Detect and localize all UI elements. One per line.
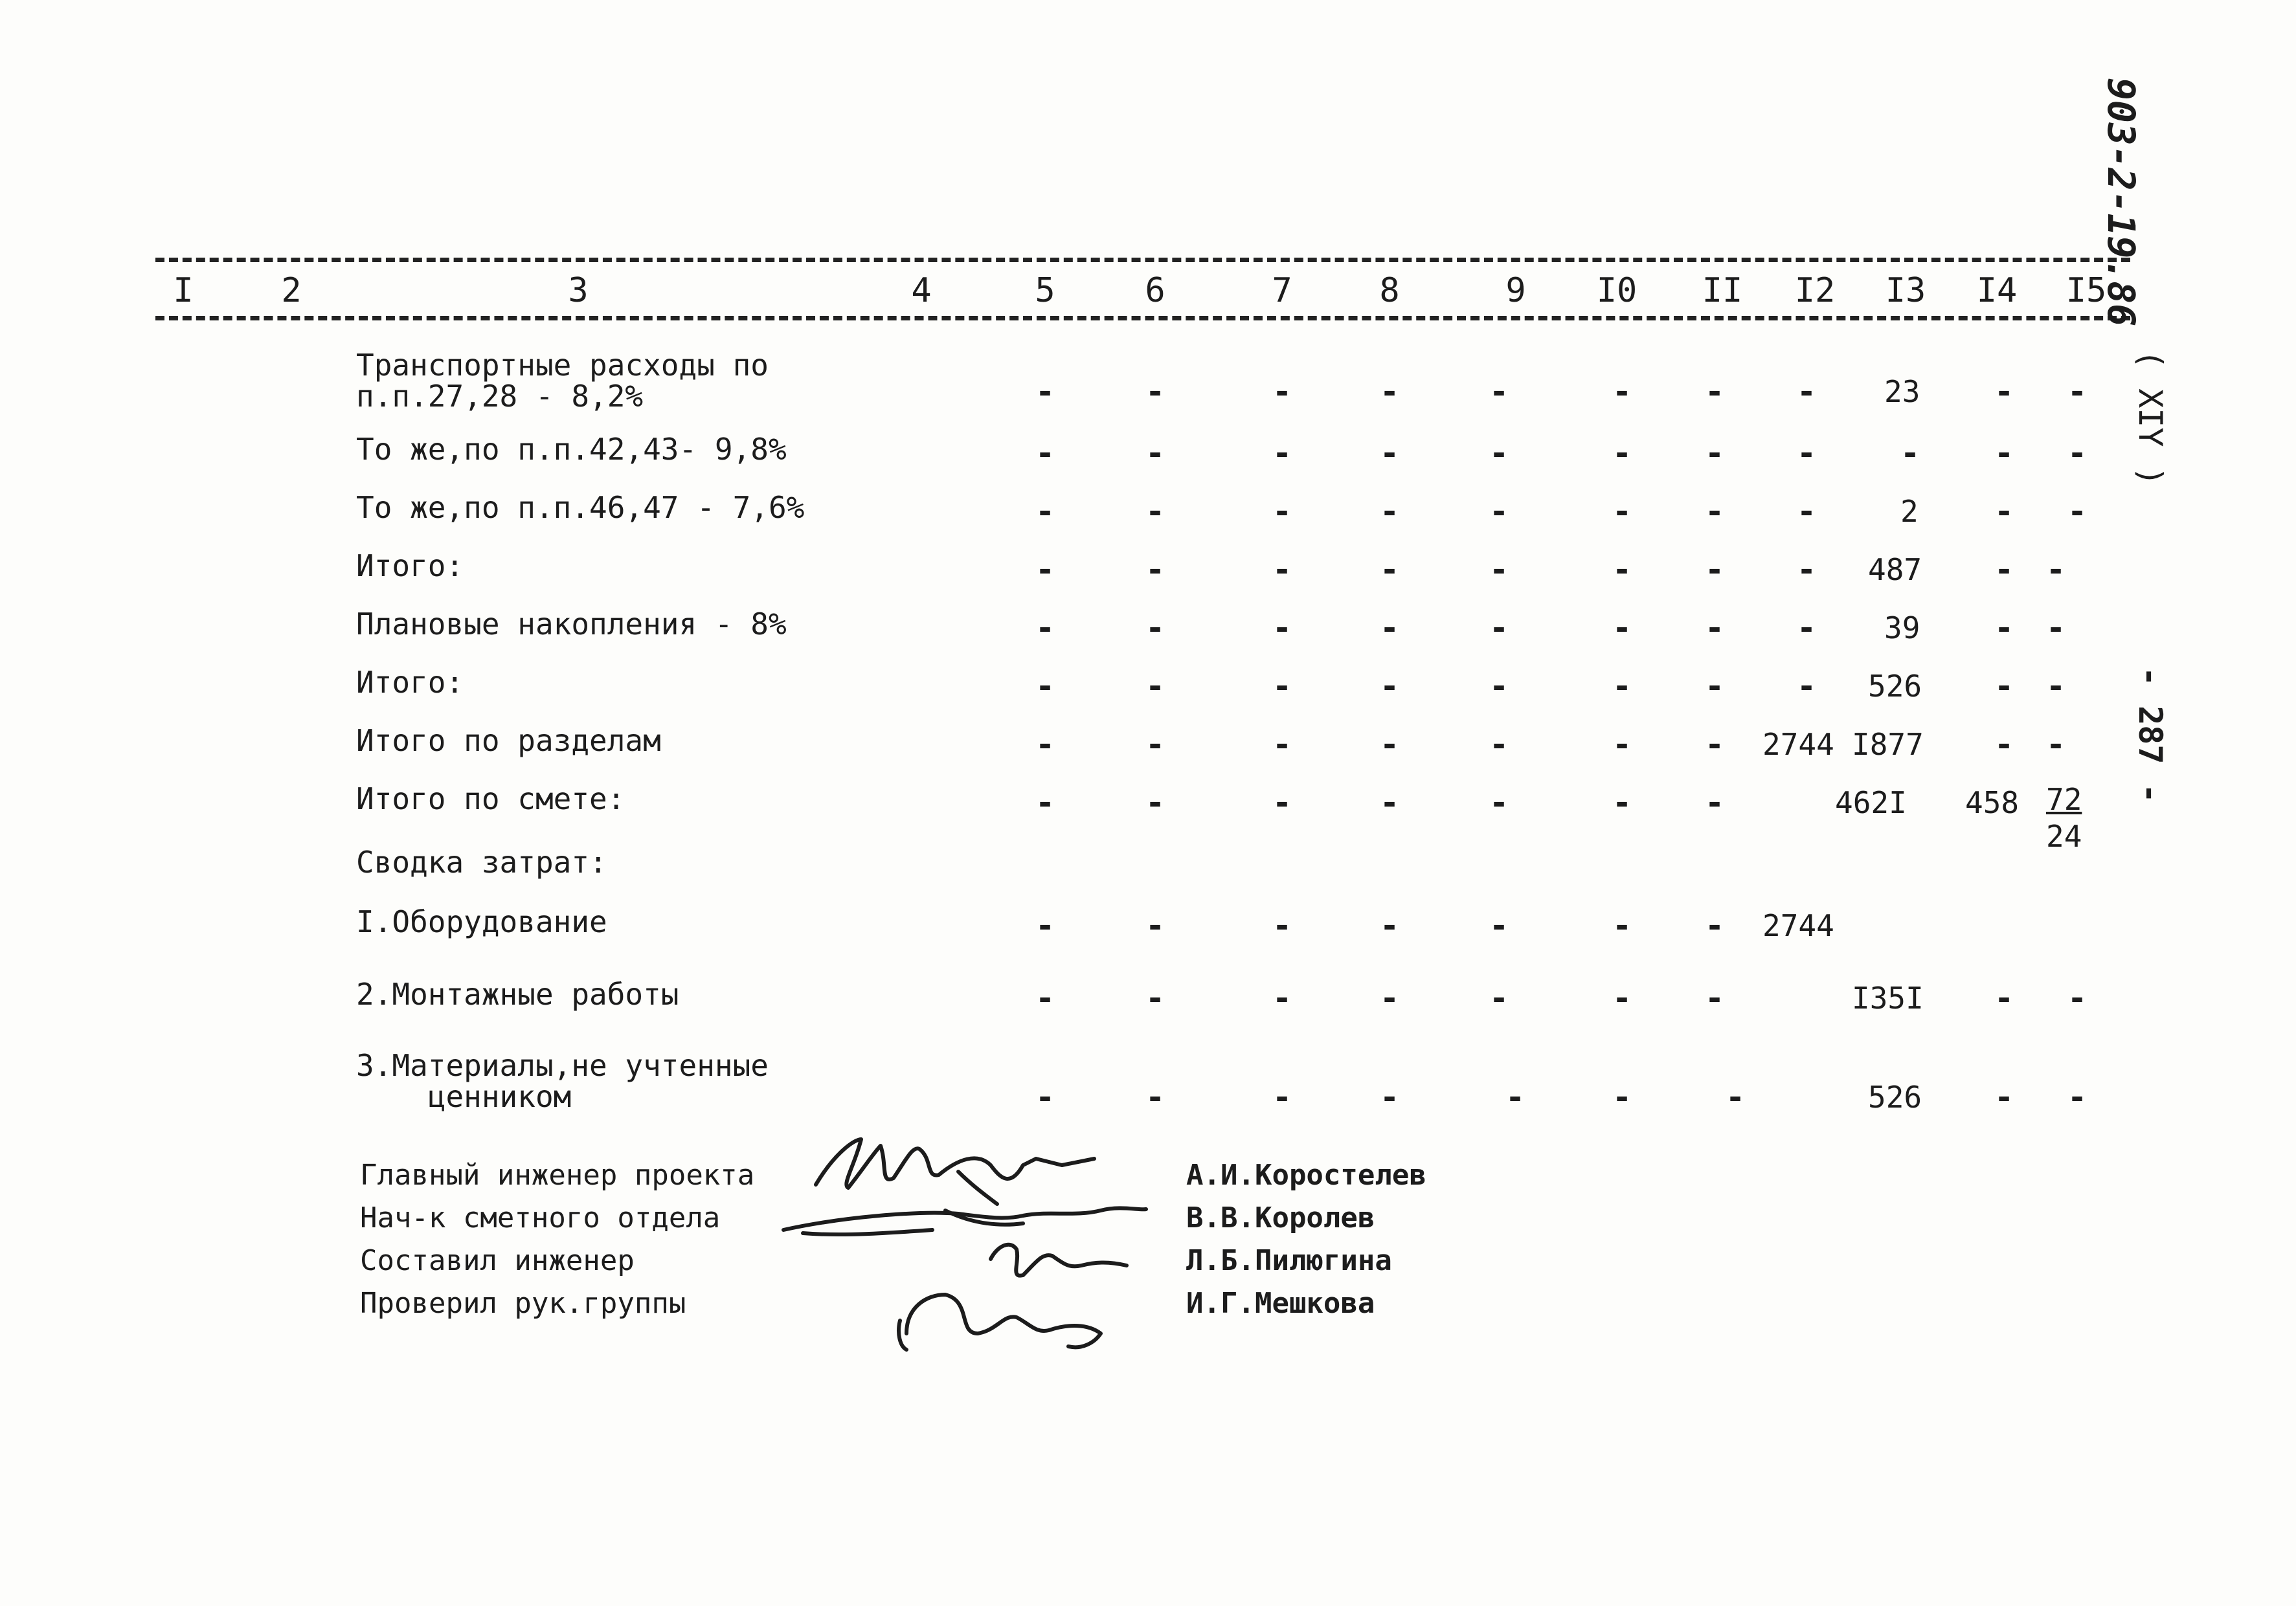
column-header-5: 5	[1035, 271, 1055, 310]
table-cell: -	[1612, 907, 1632, 944]
table-cell: -	[1489, 434, 1509, 472]
column-header-9: 9	[1505, 271, 1526, 310]
table-cell: -	[1994, 1078, 2014, 1116]
table-cell: -	[1272, 726, 1292, 763]
value-col13: 487	[1868, 552, 1922, 587]
table-cell: -	[1489, 907, 1509, 944]
table-cell: -	[1489, 784, 1509, 821]
column-header-12: I2	[1794, 271, 1836, 310]
table-cell: -	[1994, 493, 2014, 530]
value-col13: 2	[1900, 494, 1919, 529]
table-cell: -	[1272, 493, 1292, 530]
signature-name-chief-engineer: А.И.Коростелев	[1186, 1159, 1426, 1192]
table-cell: -	[1994, 667, 2014, 705]
margin-volume-number: ( XIY )	[2132, 350, 2169, 486]
table-cell: -	[1035, 907, 1055, 944]
table-cell: -	[1145, 1078, 1165, 1116]
table-cell: -	[1145, 784, 1165, 821]
table-cell: -	[1796, 551, 1817, 588]
table-cell: -	[1489, 667, 1509, 705]
table-cell: -	[1272, 907, 1292, 944]
column-header-1: I	[173, 271, 194, 310]
table-cell: -	[1489, 373, 1509, 410]
row-label-same-42-43: То же,по п.п.42,43- 9,8%	[356, 432, 787, 467]
table-cell: -	[1612, 784, 1632, 821]
table-cell: -	[1145, 551, 1165, 588]
table-cell: -	[1612, 1078, 1632, 1116]
table-cell: -	[1704, 551, 1725, 588]
row-label-equipment: I.Оборудование	[356, 904, 607, 939]
table-cell: -	[1489, 979, 1509, 1017]
signature-name-checker: И.Г.Мешкова	[1186, 1287, 1375, 1320]
table-cell: -	[1145, 667, 1165, 705]
table-cell: -	[1704, 726, 1725, 763]
column-header-15: I5	[2065, 271, 2107, 310]
table-cell: -	[1704, 784, 1725, 821]
table-cell: -	[1379, 667, 1400, 705]
table-cell: -	[1994, 609, 2014, 647]
table-cell: -	[2067, 979, 2088, 1017]
row-label-installation: 2.Монтажные работы	[356, 977, 679, 1012]
signature-name-compiler: Л.Б.Пилюгина	[1186, 1244, 1392, 1277]
table-cell: -	[1272, 373, 1292, 410]
signature-name-estimate-head: В.В.Королев	[1186, 1201, 1375, 1234]
table-cell: -	[1612, 726, 1632, 763]
table-cell: -	[1994, 434, 2014, 472]
column-header-14: I4	[1976, 271, 2018, 310]
row-label-total-by-estimate: Итого по смете:	[356, 781, 625, 816]
column-header-10: I0	[1596, 271, 1638, 310]
table-cell: -	[1704, 979, 1725, 1017]
table-cell: -	[1704, 609, 1725, 647]
column-header-6: 6	[1145, 271, 1165, 310]
column-header-3: 3	[568, 271, 589, 310]
row-label-cost-summary: Сводка затрат:	[356, 845, 607, 880]
table-cell: -	[1379, 373, 1400, 410]
table-cell: -	[1145, 609, 1165, 647]
table-cell: -	[1489, 551, 1509, 588]
table-cell: -	[1145, 493, 1165, 530]
table-cell: -	[1272, 609, 1292, 647]
table-cell: -	[1612, 551, 1632, 588]
table-cell: -	[1035, 551, 1055, 588]
table-cell: -	[1704, 907, 1725, 944]
value-col13: 39	[1884, 610, 1920, 645]
table-cell: -	[1379, 726, 1400, 763]
table-cell: -	[2045, 551, 2066, 588]
value-col12: 2744	[1762, 727, 1834, 762]
row-label-materials: 3.Материалы,не учтенные ценником	[356, 1048, 769, 1114]
row-label-total-by-sections: Итого по разделам	[356, 723, 661, 758]
signature-title-checker: Проверил рук.группы	[360, 1287, 686, 1320]
column-header-13: I3	[1885, 271, 1926, 310]
table-cell: -	[1994, 726, 2014, 763]
table-cell: -	[1035, 434, 1055, 472]
value-col13: I35I	[1852, 981, 1924, 1016]
table-cell: -	[1704, 373, 1725, 410]
row-label-same-46-47: То же,по п.п.46,47 - 7,6%	[356, 490, 805, 525]
table-cell: -	[2045, 667, 2066, 705]
table-cell: -	[1035, 373, 1055, 410]
table-cell: -	[1035, 493, 1055, 530]
value-col13: 526	[1868, 1080, 1922, 1115]
table-cell: -	[1035, 726, 1055, 763]
table-cell: -	[1796, 493, 1817, 530]
table-cell: -	[1900, 434, 1920, 472]
table-cell: -	[1704, 667, 1725, 705]
table-cell: -	[1035, 1078, 1055, 1116]
table-cell: -	[1612, 434, 1632, 472]
margin-document-code: 903-2-19.86	[2099, 78, 2143, 327]
table-cell: -	[1379, 784, 1400, 821]
table-cell: -	[1994, 373, 2014, 410]
signature-title-chief-engineer: Главный инженер проекта	[360, 1159, 755, 1192]
table-cell: -	[1612, 667, 1632, 705]
table-cell: -	[1272, 979, 1292, 1017]
value-col13: 23	[1884, 374, 1920, 409]
table-cell: -	[1145, 907, 1165, 944]
signature-title-estimate-head: Нач-к сметного отдела	[360, 1201, 721, 1234]
table-cell: -	[1704, 493, 1725, 530]
value-col14: 458	[1965, 785, 2020, 820]
table-cell: -	[1379, 1078, 1400, 1116]
table-cell: -	[1612, 609, 1632, 647]
table-cell: -	[1272, 667, 1292, 705]
value-col12-13: 462I	[1835, 785, 1907, 820]
table-cell: -	[1796, 609, 1817, 647]
table-cell: -	[1145, 726, 1165, 763]
column-header-8: 8	[1379, 271, 1400, 310]
table-cell: -	[1145, 979, 1165, 1017]
table-cell: -	[1272, 1078, 1292, 1116]
table-cell: -	[1796, 373, 1817, 410]
signature-title-compiler: Составил инженер	[360, 1244, 635, 1277]
table-cell: -	[2067, 493, 2088, 530]
table-cell: -	[1994, 979, 2014, 1017]
column-header-7: 7	[1272, 271, 1292, 310]
table-cell: -	[1489, 726, 1509, 763]
column-header-4: 4	[911, 271, 932, 310]
table-cell: -	[1145, 434, 1165, 472]
table-cell: -	[2067, 373, 2088, 410]
table-cell: -	[1379, 907, 1400, 944]
table-cell: -	[2067, 434, 2088, 472]
table-cell: -	[1379, 434, 1400, 472]
table-cell: -	[1704, 434, 1725, 472]
table-cell: -	[1612, 493, 1632, 530]
table-cell: -	[1505, 1078, 1525, 1116]
table-cell: -	[1035, 784, 1055, 821]
table-cell: -	[1796, 667, 1817, 705]
table-cell: -	[2045, 726, 2066, 763]
table-cell: -	[1379, 551, 1400, 588]
row-label-subtotal-1: Итого:	[356, 548, 464, 583]
value-col15-top: 72	[2046, 782, 2082, 817]
value-col13: 526	[1868, 669, 1922, 704]
table-cell: -	[1035, 667, 1055, 705]
table-cell: -	[2067, 1078, 2088, 1116]
table-cell: -	[1489, 609, 1509, 647]
table-cell: -	[1145, 373, 1165, 410]
table-cell: -	[2045, 609, 2066, 647]
margin-page-number: - 287 -	[2132, 667, 2169, 803]
value-col15-bottom: 24	[2046, 819, 2082, 854]
table-cell: -	[1379, 493, 1400, 530]
table-cell: -	[1796, 434, 1817, 472]
table-cell: -	[1272, 784, 1292, 821]
table-cell: -	[1994, 551, 2014, 588]
row-label-planned-savings: Плановые накопления - 8%	[356, 607, 787, 641]
table-cell: -	[1489, 493, 1509, 530]
row-label-transport: Транспортные расходы по п.п.27,28 - 8,2%	[356, 348, 769, 414]
table-cell: -	[1379, 609, 1400, 647]
table-cell: -	[1612, 979, 1632, 1017]
row-label-subtotal-2: Итого:	[356, 665, 464, 700]
value-col13: I877	[1852, 727, 1924, 762]
column-header-11: II	[1702, 271, 1743, 310]
table-cell: -	[1035, 979, 1055, 1017]
table-cell: -	[1379, 979, 1400, 1017]
value-col12: 2744	[1762, 908, 1834, 943]
table-cell: -	[1035, 609, 1055, 647]
table-cell: -	[1272, 434, 1292, 472]
column-header-2: 2	[281, 271, 302, 310]
table-cell: -	[1272, 551, 1292, 588]
table-cell: -	[1612, 373, 1632, 410]
table-cell: -	[1725, 1078, 1746, 1116]
